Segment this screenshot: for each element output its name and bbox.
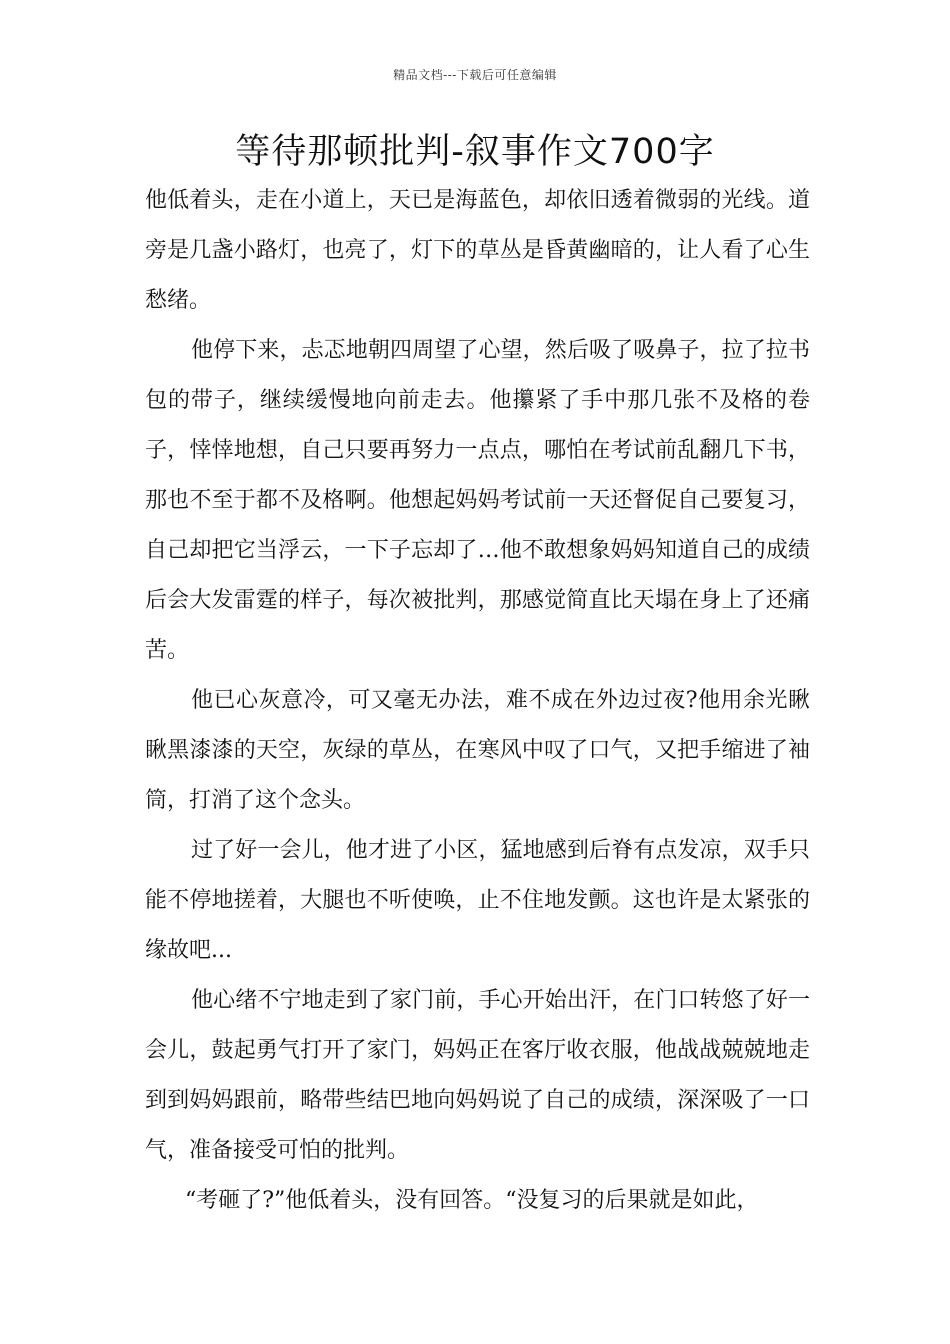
paragraph-5: 他心绪不宁地走到了家门前，手心开始出汗，在门口转悠了好一会儿，鼓起勇气打开了家门，妈妈正在客厅收衣服，他战战兢兢地走到到妈妈跟前，略带些结巴地向妈妈说了自己的成绩，深深吸了一口气，准备接受可怕的批判。 [145, 988, 810, 1163]
paragraph-4: 过了好一会儿，他才进了小区，猛地感到后脊有点发凉，双手只能不停地搓着，大腿也不听使唤，止不住地发颤。这也许是太紧张的缘故吧... [145, 838, 810, 963]
header-note: 精品文档---下载后可任意编辑 [393, 68, 557, 82]
paragraph-1: 他低着头，走在小道上，天已是海蓝色，却依旧透着微弱的光线。道旁是几盏小路灯，也亮了，灯下的草丛是昏黄幽暗的，让人看了心生愁绪。 [145, 188, 810, 313]
document-title: 等待那顿批判-叙事作文700字 [235, 132, 715, 172]
paragraph-2: 他停下来，忐忑地朝四周望了心望，然后吸了吸鼻子，拉了拉书包的带子，继续缓慢地向前走去。他攥紧了手中那几张不及格的卷子，悻悻地想，自己只要再努力一点点，哪怕在考试前乱翻几下书，那也不至于都不及格啊。他想起妈妈考试前一天还督促自己要复习，自己却把它当浮云，一下子忘却了…他不敢想象妈妈知道自己的成绩后会大发雷霆的样子，每次被批判，那感觉简直比天塌在身上了还痛苦。 [145, 338, 810, 663]
paragraph-6: “考砸了?”他低着头，没有回答。“没复习的后果就是如此， [185, 1188, 759, 1213]
paragraph-3: 他已心灰意冷，可又毫无办法，难不成在外边过夜?他用余光瞅瞅黑漆漆的天空，灰绿的草丛，在寒风中叹了口气，又把手缩进了袖筒，打消了这个念头。 [145, 688, 810, 813]
article-body [145, 176, 810, 1226]
